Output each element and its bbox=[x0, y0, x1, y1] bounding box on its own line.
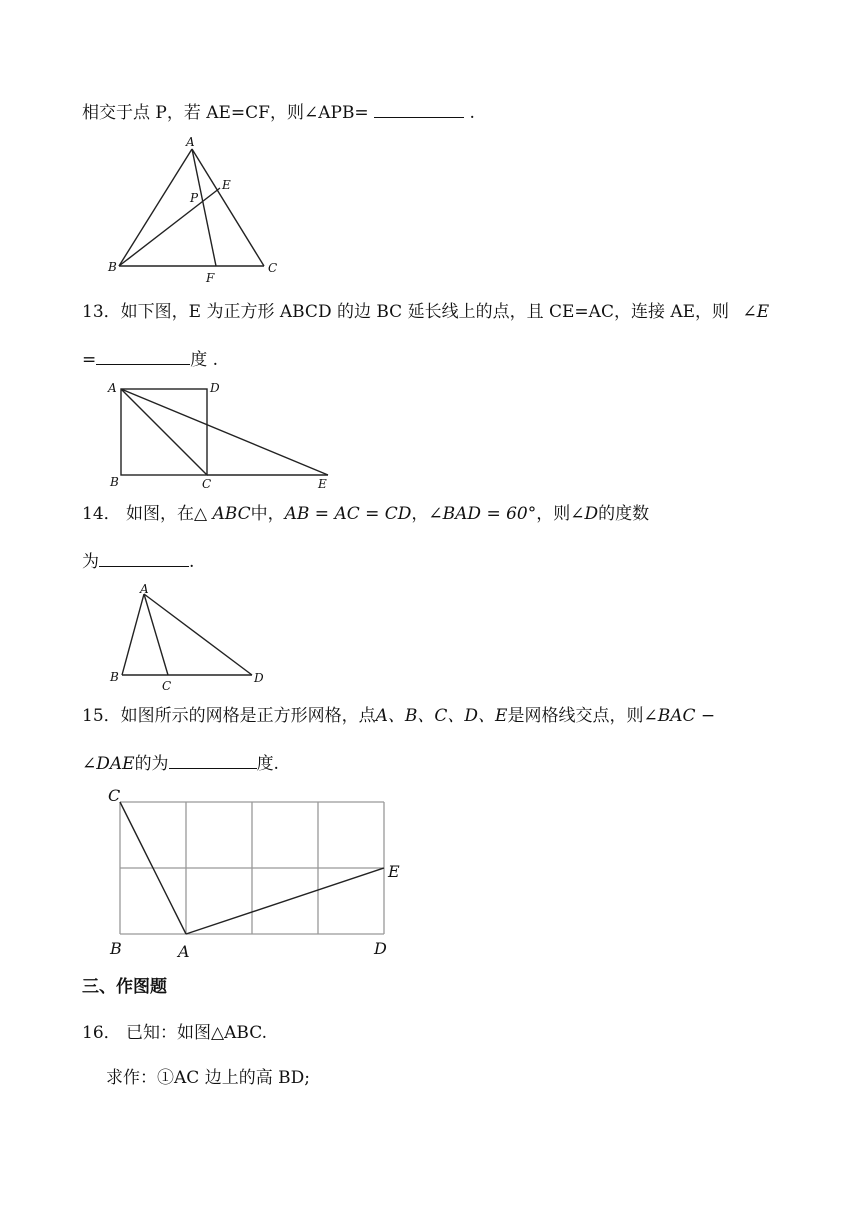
q15-label-d: D bbox=[374, 939, 387, 958]
q13-answer-blank[interactable] bbox=[96, 346, 190, 365]
q12-label-p: P bbox=[190, 191, 199, 205]
q14-label-d: D bbox=[254, 671, 264, 685]
q16-line2: 求作：①AC 边上的高 BD; bbox=[106, 1068, 310, 1088]
q13-line2 bbox=[82, 346, 218, 372]
q13-segment-ae bbox=[121, 389, 328, 475]
q15-label-e: E bbox=[388, 862, 400, 881]
q14-triangle: △ ABC bbox=[194, 504, 251, 524]
q14-line2 bbox=[82, 548, 194, 574]
q13-text: 13．如下图，E 为正方形 ABCD 的边 BC 延长线上的点，且 CE=AC，连接 AE，则 bbox=[82, 302, 735, 322]
q12-answer-blank[interactable] bbox=[374, 99, 464, 118]
q15-points: A、B、C、D、E bbox=[375, 706, 508, 726]
q15-mid: 是网格线交点，则 bbox=[507, 706, 644, 726]
q14-label-c: C bbox=[162, 679, 172, 693]
q12-text-after: . bbox=[464, 103, 475, 123]
q14-side-ad bbox=[144, 594, 252, 675]
q13-label-a: A bbox=[108, 381, 117, 395]
q12-text-before: 相交于点 P，若 AE=CF，则∠APB= bbox=[82, 103, 375, 123]
q16-line1: 16． 已知：如图△ABC. bbox=[82, 1023, 267, 1043]
q14-line2-prefix: 为 bbox=[82, 552, 99, 572]
q13-angle-e: ∠E bbox=[742, 302, 770, 322]
q15-line2 bbox=[82, 750, 279, 776]
q12-label-e: E bbox=[222, 178, 231, 192]
q14-label-b: B bbox=[110, 670, 119, 684]
q14-equality: AB = AC = CD bbox=[284, 504, 412, 524]
q12-side-ac bbox=[192, 149, 264, 266]
q13-diagonal-ac bbox=[121, 389, 207, 475]
q15-label-a: A bbox=[178, 942, 190, 961]
q12-label-c: C bbox=[268, 261, 278, 275]
q12-side-ab bbox=[119, 149, 192, 266]
q15-line1 bbox=[82, 704, 715, 728]
q15-expr2: ∠DAE bbox=[82, 754, 135, 774]
q15-label-b: B bbox=[110, 939, 122, 958]
q14-comma: ， bbox=[411, 504, 429, 524]
q15-label-c: C bbox=[108, 786, 121, 805]
q14-angle-bad: ∠BAD = 60° bbox=[428, 504, 537, 524]
q12-label-b: B bbox=[108, 260, 117, 274]
q13-label-b: B bbox=[110, 475, 119, 489]
q14-label-a: A bbox=[140, 582, 149, 596]
q14-line2-suffix: . bbox=[189, 552, 195, 572]
q13-label-d: D bbox=[210, 381, 220, 395]
section-3-title: 三、作图题 bbox=[82, 977, 167, 997]
q14-line1 bbox=[82, 502, 649, 526]
q15-line2-suffix: 度. bbox=[256, 754, 279, 774]
q13-figure bbox=[104, 378, 344, 491]
q14-side-ab bbox=[122, 594, 144, 675]
q13-line1 bbox=[82, 300, 769, 324]
q15-segment-ae bbox=[186, 868, 384, 934]
q14-side-ac bbox=[144, 594, 168, 675]
q12-label-f: F bbox=[206, 271, 215, 285]
q14-answer-blank[interactable] bbox=[99, 548, 189, 567]
q12-figure bbox=[100, 132, 300, 285]
q14-figure bbox=[104, 582, 274, 692]
q14-prefix: 14． 如图，在 bbox=[82, 504, 195, 524]
q14-suffix: ，则 bbox=[536, 504, 571, 524]
q14-angle-d: ∠D bbox=[570, 504, 599, 524]
q14-suffix2: 的度数 bbox=[598, 504, 650, 524]
q15-prefix: 15．如图所示的网格是正方形网格，点 bbox=[82, 706, 376, 726]
q13-label-e: E bbox=[318, 477, 327, 491]
q12-segment-be bbox=[119, 188, 220, 266]
q15-line2-mid: 的为 bbox=[134, 754, 169, 774]
q15-grid bbox=[120, 802, 384, 934]
q12-label-a: A bbox=[186, 135, 195, 149]
q12-text bbox=[82, 99, 475, 125]
q15-answer-blank[interactable] bbox=[169, 750, 257, 769]
q15-figure bbox=[100, 784, 420, 959]
q13-line2-suffix: 度 . bbox=[190, 350, 219, 370]
q15-expr1: ∠BAC − bbox=[643, 706, 716, 726]
q14-mid1: 中， bbox=[250, 504, 285, 524]
q13-line2-prefix: = bbox=[82, 350, 97, 370]
q13-label-c: C bbox=[202, 477, 212, 491]
